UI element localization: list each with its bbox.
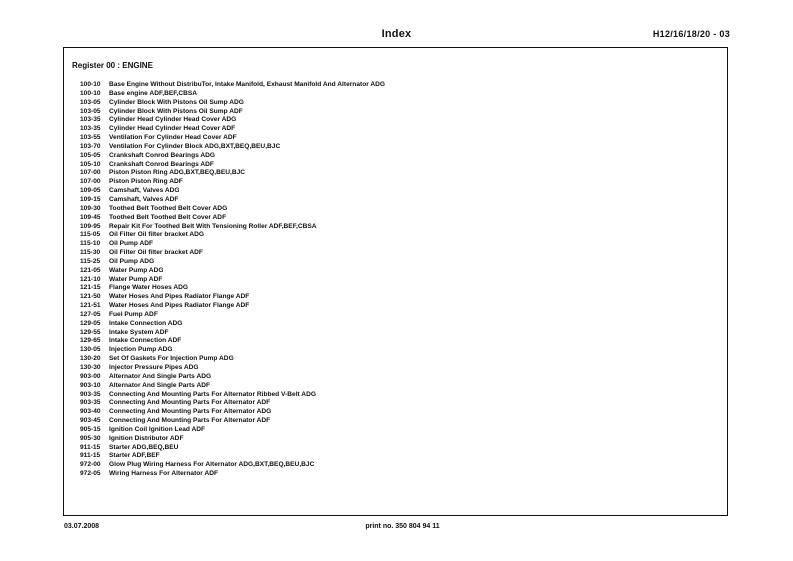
entry-code: 129-05	[80, 319, 101, 327]
index-entry[interactable]	[80, 364, 385, 373]
entry-description: Crankshaft Conrod Bearings ADF	[109, 160, 214, 168]
entry-description: Oil Pump ADG	[109, 257, 155, 265]
index-entry[interactable]	[80, 152, 385, 161]
index-entry[interactable]	[80, 116, 385, 125]
index-entry[interactable]	[80, 205, 385, 214]
index-entry[interactable]	[80, 187, 385, 196]
entry-description: Starter ADG,BEQ,BEU	[109, 443, 179, 451]
index-entry[interactable]	[80, 258, 385, 267]
entry-description: Set Of Gaskets For Injection Pump ADG	[109, 355, 234, 363]
entry-code: 105-05	[80, 151, 101, 159]
entry-code: 905-15	[80, 425, 101, 433]
entry-code: 121-50	[80, 293, 101, 301]
entry-description: Oil Pump ADF	[109, 240, 154, 248]
entry-description: Water Hoses And Pipes Radiator Flange ADF	[109, 293, 250, 301]
index-entry[interactable]	[80, 399, 385, 408]
entry-code: 130-20	[80, 355, 101, 363]
entry-code: 130-05	[80, 346, 101, 354]
entry-list	[80, 81, 385, 479]
entry-code: 115-25	[80, 257, 101, 265]
index-entry[interactable]	[80, 143, 385, 152]
entry-description: Connecting And Mounting Parts For Alternator ADF	[109, 399, 271, 407]
index-entry[interactable]	[80, 337, 385, 346]
entry-code: 903-00	[80, 372, 101, 380]
entry-code: 911-15	[80, 443, 101, 451]
index-entry[interactable]	[80, 276, 385, 285]
index-entry[interactable]	[80, 373, 385, 382]
entry-code: 103-35	[80, 125, 101, 133]
entry-code: 100-10	[80, 81, 101, 88]
index-entry[interactable]	[80, 355, 385, 364]
entry-description: Connecting And Mounting Parts For Alternator ADG	[109, 408, 272, 416]
index-entry[interactable]	[80, 408, 385, 417]
entry-description: Oil Filter Oil filter bracket ADG	[109, 231, 205, 239]
entry-code: 972-05	[80, 470, 101, 478]
index-entry[interactable]	[80, 99, 385, 108]
entry-code: 103-05	[80, 107, 101, 115]
index-entry[interactable]	[80, 311, 385, 320]
index-entry[interactable]	[80, 178, 385, 187]
entry-description: Ventilation For Cylinder Head Cover ADF	[109, 134, 237, 142]
index-entry[interactable]	[80, 214, 385, 223]
index-entry[interactable]	[80, 444, 385, 453]
entry-code: 903-40	[80, 408, 101, 416]
entry-description: Water Hoses And Pipes Radiator Flange ADF	[109, 302, 250, 310]
entry-description: Glow Plug Wiring Harness For Alternator ADG,BXT,BEQ,BEU,BJC	[109, 461, 315, 469]
entry-description: Base Engine Without DistribuTor, Intake Manifold, Exhaust Manifold And Alternator ADG	[109, 81, 386, 88]
entry-code: 105-10	[80, 160, 101, 168]
entry-code: 103-05	[80, 98, 101, 106]
index-entry[interactable]	[80, 108, 385, 117]
entry-description: Toothed Belt Toothed Belt Cover ADF	[109, 213, 227, 221]
entry-description: Oil Filter Oil filter bracket ADF	[109, 249, 203, 257]
entry-description: Cylinder Block With Pistons Oil Sump ADF	[109, 107, 243, 115]
entry-code: 109-95	[80, 222, 101, 230]
entry-code: 903-10	[80, 381, 101, 389]
entry-code: 903-45	[80, 417, 101, 425]
index-entry[interactable]	[80, 382, 385, 391]
index-entry[interactable]	[80, 293, 385, 302]
index-entry[interactable]	[80, 329, 385, 338]
index-frame	[63, 47, 728, 516]
entry-code: 121-10	[80, 275, 101, 283]
entry-description: Flange Water Hoses ADG	[109, 284, 189, 292]
entry-code: 100-10	[80, 89, 101, 97]
entry-code: 109-30	[80, 204, 101, 212]
entry-description: Wiring Harness For Alternator ADF	[109, 470, 218, 478]
page-title: Index	[381, 28, 412, 40]
entry-code: 129-55	[80, 328, 101, 336]
index-entry[interactable]	[80, 452, 385, 461]
entry-code: 107-00	[80, 169, 101, 177]
index-entry[interactable]	[80, 302, 385, 311]
entry-code: 115-10	[80, 240, 101, 248]
entry-description: Injection Pump ADG	[109, 346, 173, 354]
index-entry[interactable]	[80, 223, 385, 232]
entry-description: Connecting And Mounting Parts For Alternator ADF	[109, 417, 271, 425]
entry-description: Cylinder Head Cylinder Head Cover ADF	[109, 125, 236, 133]
entry-code: 129-65	[80, 337, 101, 345]
entry-code: 109-45	[80, 213, 101, 221]
entry-code: 103-55	[80, 134, 101, 142]
entry-code: 115-05	[80, 231, 101, 239]
entry-description: Piston Piston Ring ADF	[109, 178, 183, 186]
entry-description: Repair Kit For Toothed Belt With Tensioning Roller ADF,BEF,CBSA	[109, 222, 317, 230]
index-entry[interactable]	[80, 90, 385, 99]
index-entry[interactable]	[80, 81, 385, 90]
index-entry[interactable]	[80, 169, 385, 178]
index-entry[interactable]	[80, 240, 385, 249]
entry-description: Intake System ADF	[109, 328, 169, 336]
entry-description: Ignition Distributor ADF	[109, 434, 184, 442]
footer-print-number: print no. 350 804 94 11	[365, 523, 440, 530]
entry-code: 121-15	[80, 284, 101, 292]
entry-description: Alternator And Single Parts ADG	[109, 372, 212, 380]
entry-description: Fuel Pump ADF	[109, 310, 158, 318]
entry-code: 911-15	[80, 452, 101, 460]
entry-description: Water Pump ADG	[109, 266, 164, 274]
entry-description: Connecting And Mounting Parts For Alternator Ribbed V-Belt ADG	[109, 390, 316, 398]
index-entry[interactable]	[80, 161, 385, 170]
entry-description: Camshaft, Valves ADG	[109, 187, 180, 195]
entry-code: 115-30	[80, 249, 101, 257]
index-entry[interactable]	[80, 320, 385, 329]
index-entry[interactable]	[80, 267, 385, 276]
entry-description: Cylinder Block With Pistons Oil Sump ADG	[109, 98, 244, 106]
entry-description: Crankshaft Conrod Bearings ADG	[109, 151, 216, 159]
entry-code: 107-00	[80, 178, 101, 186]
index-entry[interactable]	[80, 249, 385, 258]
entry-description: Camshaft, Valves ADF	[109, 195, 179, 203]
index-entry[interactable]	[80, 435, 385, 444]
entry-code: 121-05	[80, 266, 101, 274]
index-entry[interactable]	[80, 391, 385, 400]
entry-description: Base engine ADF,BEF,CBSA	[109, 89, 198, 97]
entry-code: 109-15	[80, 195, 101, 203]
entry-description: Starter ADF,BEF	[109, 452, 160, 460]
index-entry[interactable]	[80, 284, 385, 293]
index-entry[interactable]	[80, 470, 385, 479]
entry-description: Alternator And Single Parts ADF	[109, 381, 210, 389]
entry-code: 103-70	[80, 142, 101, 150]
entry-code: 130-30	[80, 364, 101, 371]
entry-code: 109-05	[80, 187, 101, 195]
footer-date: 03.07.2008	[64, 523, 100, 530]
register-title: Register 00 : ENGINE	[72, 61, 153, 70]
index-entry[interactable]	[80, 426, 385, 435]
entry-code: 905-30	[80, 434, 101, 442]
entry-description: Injector Pressure Pipes ADG	[109, 364, 199, 371]
entry-description: Ventilation For Cylinder Block ADG,BXT,BEQ,BEU,BJC	[109, 142, 281, 150]
entry-code: 103-35	[80, 116, 101, 124]
index-entry[interactable]	[80, 417, 385, 426]
index-entry[interactable]	[80, 134, 385, 143]
index-entry[interactable]	[80, 346, 385, 355]
entry-code: 121-51	[80, 302, 101, 310]
entry-description: Toothed Belt Toothed Belt Cover ADG	[109, 204, 228, 212]
entry-code: 903-35	[80, 399, 101, 407]
index-entry[interactable]	[80, 231, 385, 240]
entry-description: Intake Connection ADG	[109, 319, 183, 327]
entry-code: 127-05	[80, 310, 101, 318]
entry-code: 903-35	[80, 390, 101, 398]
entry-description: Ignition Coil Ignition Lead ADF	[109, 425, 206, 433]
entry-description: Cylinder Head Cylinder Head Cover ADG	[109, 116, 237, 124]
entry-code: 972-00	[80, 461, 101, 469]
entry-description: Water Pump ADF	[109, 275, 163, 283]
index-entry[interactable]	[80, 461, 385, 470]
index-entry[interactable]	[80, 125, 385, 134]
entry-description: Piston Piston Ring ADG,BXT,BEQ,BEU,BJC	[109, 169, 246, 177]
index-entry[interactable]	[80, 196, 385, 205]
document-code: H12/16/18/20 - 03	[652, 29, 730, 39]
entry-description: Intake Connection ADF	[109, 337, 182, 345]
